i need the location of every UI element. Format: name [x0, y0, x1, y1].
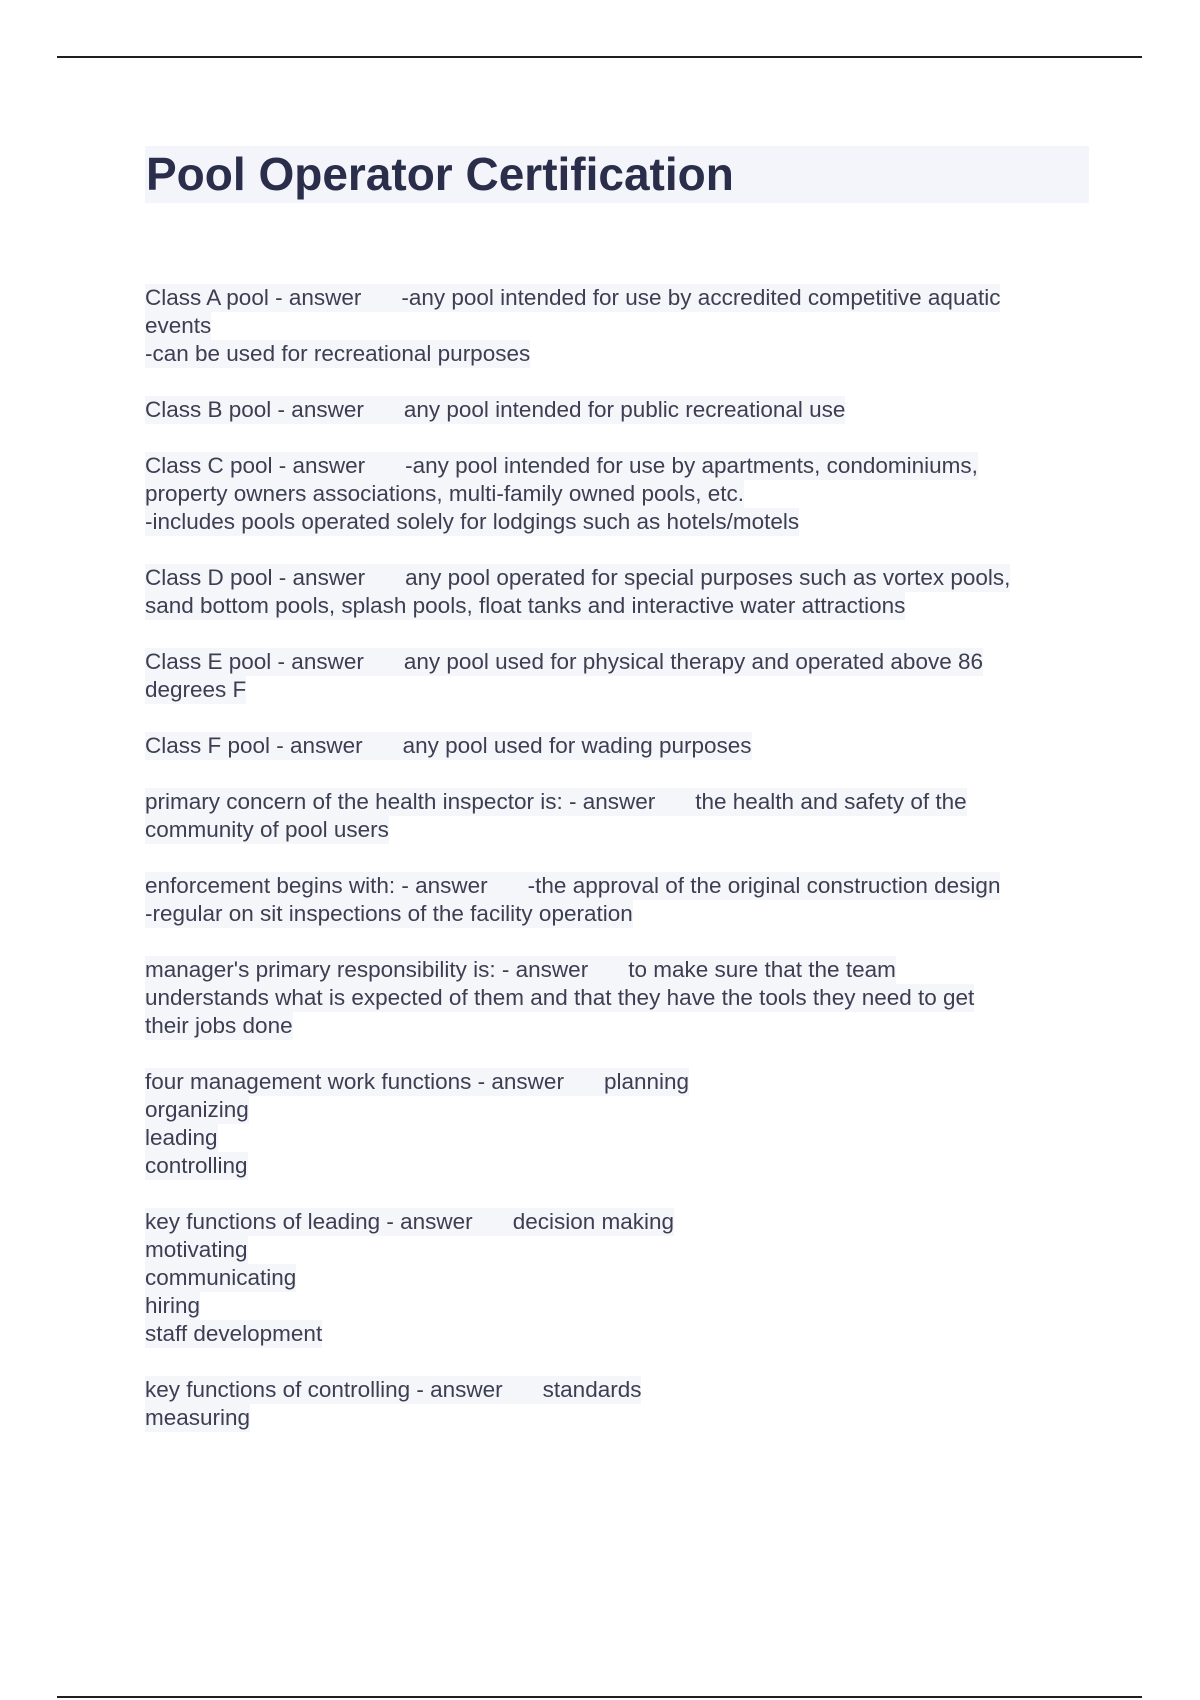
flashcard-answer-line: communicating — [145, 1265, 297, 1290]
flashcard-answer: decision making — [512, 1209, 675, 1234]
document-title: Pool Operator Certification — [146, 148, 734, 200]
flashcard-first-line — [145, 1208, 674, 1236]
flashcard-answer-line: measuring — [145, 1405, 251, 1430]
flashcard-answer-line: sand bottom pools, splash pools, float tanks and interactive water attractions — [145, 593, 906, 618]
flashcard-item — [145, 872, 1085, 928]
flashcard-answer-line: -includes pools operated solely for lodgings such as hotels/motels — [145, 509, 800, 534]
flashcard-answer-line: their jobs done — [145, 1013, 293, 1038]
flashcard-answer: any pool intended for public recreational use — [403, 397, 846, 422]
flashcard-list — [145, 284, 1085, 1460]
flashcard-question: Class C pool - answer — [145, 453, 366, 478]
flashcard-item — [145, 788, 1085, 844]
flashcard-first-line — [145, 1068, 689, 1096]
flashcard-item — [145, 396, 1085, 424]
flashcard-answer: any pool used for physical therapy and operated above 86 — [403, 649, 983, 674]
flashcard-item — [145, 452, 1085, 536]
flashcard-question: Class F pool - answer — [145, 733, 363, 758]
flashcard-first-line — [145, 564, 1010, 592]
flashcard-answer: -the approval of the original construction design — [527, 873, 1001, 898]
flashcard-answer: any pool used for wading purposes — [402, 733, 752, 758]
flashcard-item — [145, 564, 1085, 620]
flashcard-answer-line: organizing — [145, 1097, 249, 1122]
flashcard-first-line — [145, 452, 978, 480]
flashcard-first-line — [145, 732, 752, 760]
flashcard-question: key functions of controlling - answer — [145, 1377, 503, 1402]
flashcard-question: Class B pool - answer — [145, 397, 364, 422]
flashcard-question: primary concern of the health inspector is: - answer — [145, 789, 656, 814]
flashcard-answer-line: staff development — [145, 1321, 323, 1346]
flashcard-item — [145, 956, 1085, 1040]
flashcard-answer: standards — [542, 1377, 642, 1402]
flashcard-answer-line: events — [145, 313, 212, 338]
flashcard-first-line — [145, 1376, 641, 1404]
flashcard-item — [145, 648, 1085, 704]
flashcard-item — [145, 284, 1085, 368]
flashcard-answer-line: motivating — [145, 1237, 248, 1262]
flashcard-question: Class D pool - answer — [145, 565, 366, 590]
flashcard-answer-line: community of pool users — [145, 817, 389, 842]
flashcard-answer-line: -regular on sit inspections of the facility operation — [145, 901, 633, 926]
flashcard-question: enforcement begins with: - answer — [145, 873, 488, 898]
flashcard-question: four management work functions - answer — [145, 1069, 564, 1094]
flashcard-answer-line: hiring — [145, 1293, 201, 1318]
flashcard-answer: any pool operated for special purposes such as vortex pools, — [405, 565, 1011, 590]
flashcard-first-line — [145, 956, 896, 984]
flashcard-question: Class E pool - answer — [145, 649, 364, 674]
flashcard-first-line — [145, 872, 1000, 900]
flashcard-first-line — [145, 648, 983, 676]
flashcard-answer-line: understands what is expected of them and that they have the tools they need to get — [145, 985, 975, 1010]
flashcard-answer: planning — [603, 1069, 690, 1094]
bottom-divider — [57, 1696, 1142, 1698]
flashcard-answer-line: property owners associations, multi-family owned pools, etc. — [145, 481, 745, 506]
flashcard-answer-line: leading — [145, 1125, 218, 1150]
flashcard-answer-line: -can be used for recreational purposes — [145, 341, 531, 366]
flashcard-question: key functions of leading - answer — [145, 1209, 473, 1234]
flashcard-item — [145, 1376, 1085, 1432]
flashcard-first-line — [145, 788, 967, 816]
flashcard-answer: -any pool intended for use by accredited competitive aquatic — [401, 285, 1001, 310]
flashcard-answer-line: degrees F — [145, 677, 247, 702]
flashcard-item — [145, 1208, 1085, 1348]
flashcard-item — [145, 732, 1085, 760]
flashcard-question: manager's primary responsibility is: - answer — [145, 957, 589, 982]
flashcard-question: Class A pool - answer — [145, 285, 362, 310]
flashcard-first-line — [145, 284, 1000, 312]
flashcard-answer: to make sure that the team — [628, 957, 896, 982]
flashcard-first-line — [145, 396, 845, 424]
top-divider — [57, 56, 1142, 58]
flashcard-answer: the health and safety of the — [695, 789, 967, 814]
flashcard-answer-line: controlling — [145, 1153, 248, 1178]
flashcard-answer: -any pool intended for use by apartments, condominiums, — [405, 453, 978, 478]
flashcard-item — [145, 1068, 1085, 1180]
